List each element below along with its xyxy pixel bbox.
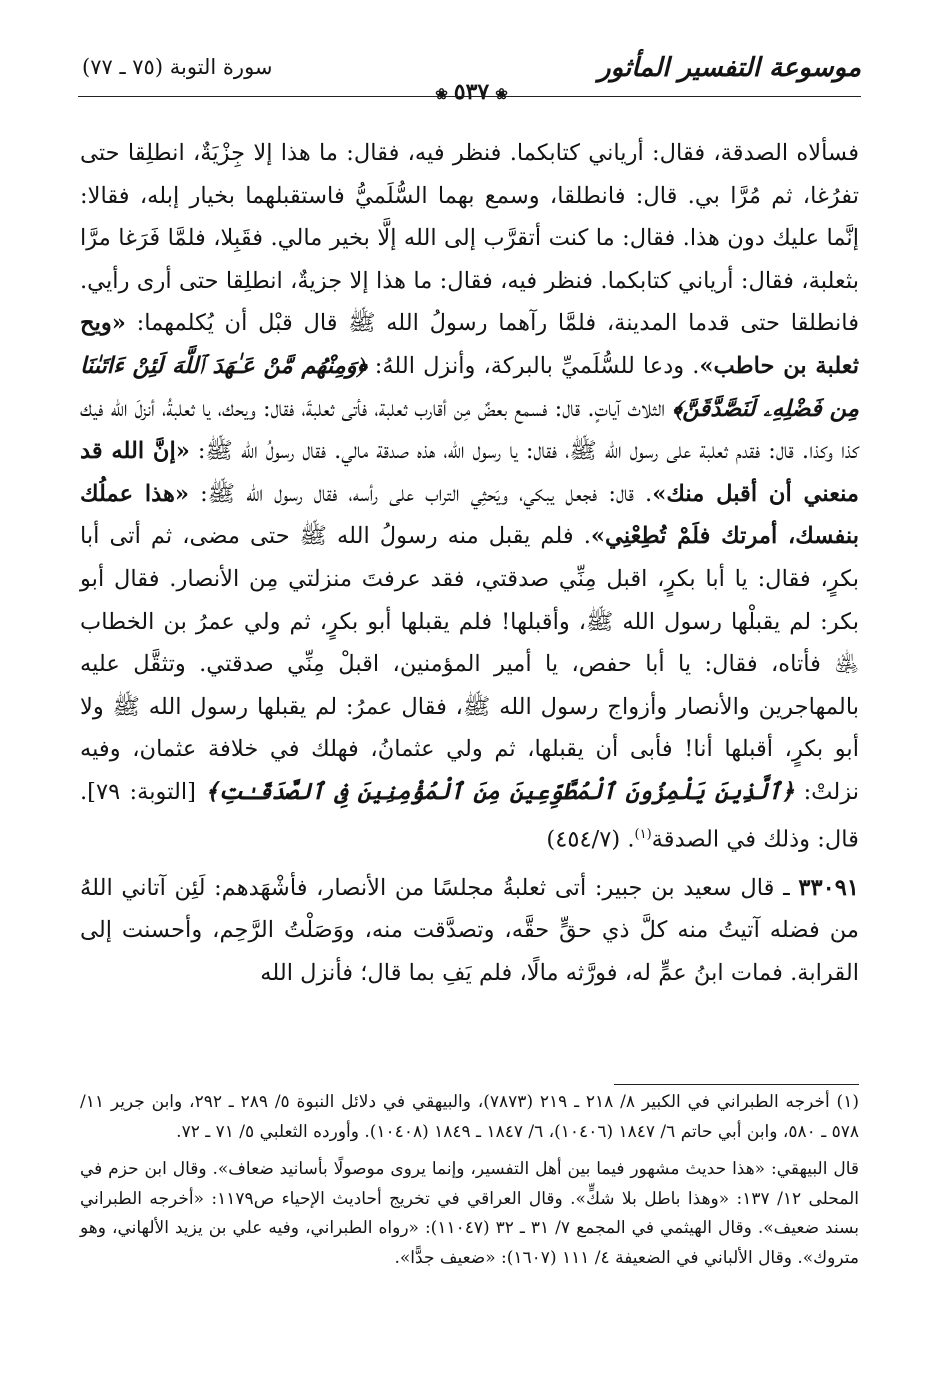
text-run: . ودعا للسُّلَميِّ بالبركة، وأنزل اللهُ:	[374, 352, 700, 379]
hadith-quote: «هذا عملُك بنفسك، أمرتك فلَمْ تُطِعْنِي»	[80, 480, 860, 550]
header-rule	[78, 96, 861, 97]
book-title: موسوعة التفسير المأثور	[598, 53, 861, 83]
surah-label: سورة التوبة	[169, 55, 273, 79]
text-run: فسألاه الصدقة، فقال: أرياني كتابكما. فنظر فيه، فقال: ما هذا إلا جِزْيَةٌ، انطلِقا حتى تفرُغا، ثم مُرَّا بي. قال: فانطلقا، وسمع بهما السُّلَميُّ فاستقبلهما بخيار إبله، فقالا: إنَّما عليك دون هذا. فقال: ما كنت أتقرَّب إلى الله إلَّا بخير مالي. فقَبِلا، فلمَّا فَرَغا مرَّا بثعلبة، فقال: أرياني كتابكما. فنظر فيه، فقال: ما هذا إلا جزيةٌ، انطلِقا حتى أرى رأيي. فانطلقا حتى قدما المدينة، فلمَّا رآهما رسولُ الله ﷺ قال قبْل أن يُكلمهما:	[80, 140, 859, 337]
main-text	[80, 132, 859, 994]
page-number: ٥٣٧	[453, 79, 490, 105]
footnote: قال البيهقي: «هذا حديث مشهور فيما بين أهل التفسير، وإنما يروى موصولًا بأسانيد ضعاف». وقال ابن حزم في المحلى ١٢/ ١٣٧: «وهذا باطل بلا شكٍّ». وقال العراقي في تخريج أحاديث الإحياء ص١١٧٩: «أخرجه الطبراني بسند ضعيف». وقال الهيثمي في المجمع ٧/ ٣١ ـ ٣٢ (١١٠٤٧): «رواه الطبراني، وفيه علي بن يزيد الألهاني، وهو متروك». وقال الألباني في الضعيفة ٤/ ١١١ (١٦٠٧): «ضعيف جدًّا».	[80, 1159, 859, 1268]
text-run: الثلاث آياتٍ. قال: فسمع بعضٌ مِن أقارب ثعلبة، فأتى ثعلبةَ، فقال: ويحك، يا ثعلبةُ، أنزلَ الله فيك كذا وكذا. قال: فقدم ثعلبة على رسول الله ﷺ، فقال: يا رسول الله، هذه صدقة مالي. فقال رسولُ الله ﷺ:	[80, 395, 859, 465]
text-run: ـ قال سعيد بن جبير: أتى ثعلبةُ مجلسًا من الأنصار، فأشْهَدهم: لَئِن آتاني اللهُ من فضله آتيتُ منه كلَّ ذي حقٍّ حقَّه، وتصدَّقت منه، ووَصَلْتُ الرَّحِم، وأحسنت إلى القرابة. فمات ابنُ عمٍّ له، فورَّثه مالًا، فلم يَفِ بما قال؛ فأنزل الله	[80, 874, 859, 986]
footnote: (١) أخرجه الطبراني في الكبير ٨/ ٢١٨ ـ ٢١٩ (٧٨٧٣)، والبيهقي في دلائل النبوة ٥/ ٢٨٩ ـ ٢٩٢، وابن جرير ١١/ ٥٧٨ ـ ٥٨٠، وابن أبي حاتم ٦/ ١٨٤٧ (١٠٤٠٦)، ٦/ ١٨٤٧ ـ ١٨٤٩ (١٠٤٠٨). وأورده الثعلبي ٥/ ٧١ ـ ٧٢.	[80, 1092, 859, 1142]
footnote-marker: (١)	[634, 826, 652, 842]
footnotes	[80, 1088, 859, 1273]
hadith-quote: «إنَّ الله قد منعني أن أقبل منك»	[80, 438, 860, 507]
text-run: . قال: فجعل يبكي، ويَحثِي التراب على رأسه، فقال رسول الله ﷺ:	[200, 480, 653, 507]
text-run: [التوبة: ٧٩]. قال: وذلك في الصدقة	[80, 778, 859, 853]
ornament-icon: ❀	[435, 85, 448, 103]
text-run: . فلم يقبل منه رسولُ الله ﷺ حتى مضى، ثم أتى أبا بكرٍ، فقال: يا أبا بكرٍ، اقبل مِنِّي صدقتي، فقد عرفتَ منزلتي مِن الأنصار. فقال أبو بكر: لم يقبلْها رسول الله ﷺ، وأقبلها! فلم يقبلها أبو بكرٍ، ثم ولي عمرُ بن الخطاب ﵁ فأتاه، فقال: يا أبا حفص، يا أمير المؤمنين، اقبلْ مِنِّي صدقتي. وتثقَّل عليه بالمهاجرين والأنصار وأزواج رسول الله ﷺ، فقال عمرُ: لم يقبلها رسول الله ﷺ ولا أبو بكرٍ، أقبلها أنا! فأبى أن يقبلها، ثم ولي عثمانُ، فهلك في خلافة عثمان، وفيه نزلتْ:	[80, 523, 859, 805]
quran-quote: ﴿وَمِنْهُم مَّنْ عَـٰهَدَ ٱللَّهَ لَئِنْ ءَاتَىٰنَا مِن فَضْلِهِۦ لَنَصَّدَّقَنَّ﴾	[80, 352, 859, 422]
volume-reference: . (٤٥٤/٧)	[546, 826, 635, 853]
paragraph	[80, 132, 859, 861]
paragraph	[80, 867, 859, 995]
verse-range: (٧٥ ـ ٧٧)	[82, 55, 164, 79]
running-head-surah	[82, 55, 273, 79]
quran-quote: ﴿ٱلَّذِينَ يَلْمِزُونَ ٱلْمُطَّوِّعِينَ مِنَ ٱلْمُؤْمِنِينَ فِى ٱلصَّدَقَـٰتِ﴾	[205, 778, 795, 805]
athar-number: ٣٣٠٩١	[798, 874, 860, 901]
hadith-quote: «ويح ثعلبة بن حاطب»	[80, 310, 859, 379]
page-header	[82, 53, 861, 105]
footnote-rule	[614, 1084, 859, 1085]
ornament-icon: ❀	[495, 85, 508, 103]
